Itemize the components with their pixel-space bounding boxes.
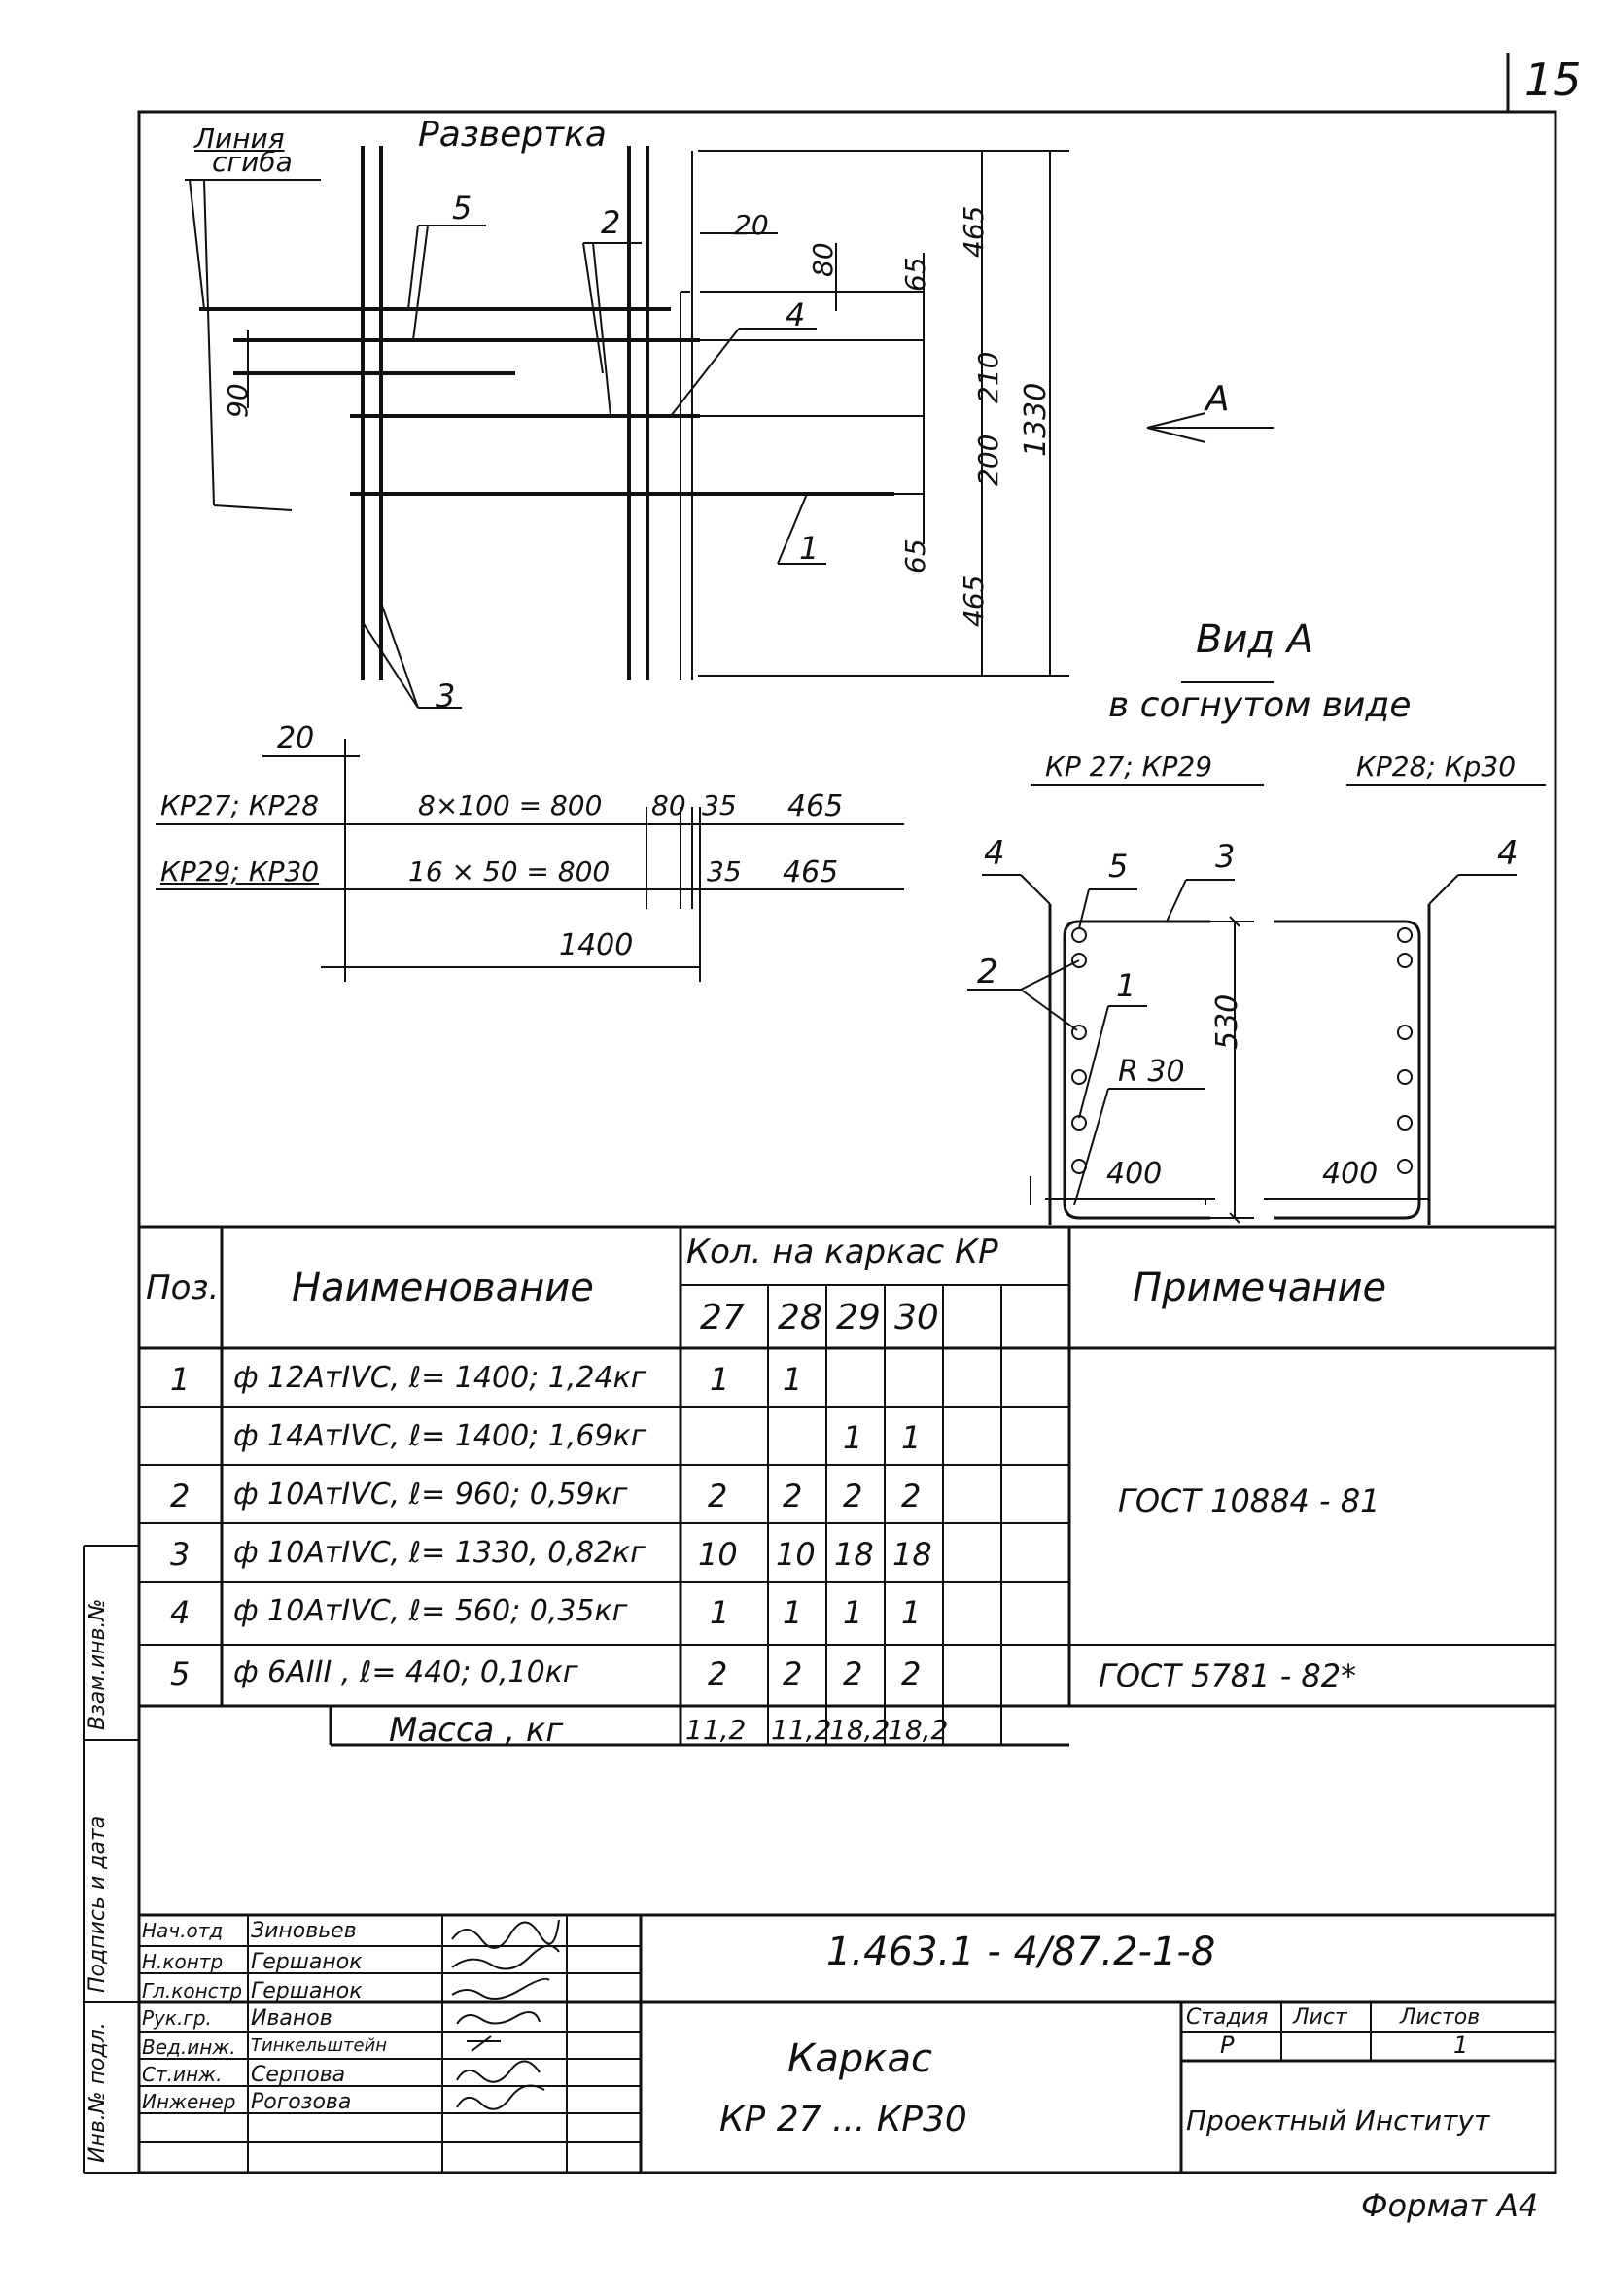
view-dim-530: 530 [1210,993,1244,1050]
row-pos: 3 [170,1536,191,1573]
pos-callout-2: 2 [601,204,621,241]
dim-80: 80 [807,242,839,277]
row-pos: 1 [170,1361,191,1398]
table-header-pos: Поз. [146,1269,220,1307]
name-5: Тинкельштейн [251,2035,388,2056]
dim-1330: 1330 [1019,382,1053,457]
row-q27: 2 [708,1478,728,1514]
name-4: Иванов [251,2006,332,2031]
row-pos: 2 [170,1478,191,1514]
dim-210: 210 [972,351,1004,403]
row-q27: 10 [698,1536,738,1573]
drawing-code: 1.463.1 - 4/87.2-1-8 [826,1930,1216,1974]
row-name: ф 12АтIVС, ℓ= 1400; 1,24кг [233,1361,646,1395]
row-q29: 18 [834,1536,874,1573]
row-kr27-pitch: 8×100 = 800 [418,789,603,821]
row-q29: 1 [843,1419,863,1456]
row-pos: 4 [170,1594,191,1631]
row-q30: 2 [901,1478,922,1514]
mass-28: 11,2 [771,1714,832,1746]
row-kr27-label: КР27; КР28 [160,789,320,821]
name-1: Зиновьев [251,1919,357,1943]
table-header-qty: Кол. на каркас КР [686,1233,998,1271]
row-kr27-465: 465 [787,789,844,823]
pos-callout-5: 5 [452,190,472,226]
organization: Проектный Институт [1186,2105,1490,2137]
side-stamp-replace: Взам.инв.№ [86,1598,110,1730]
row-name: ф 14АтIVС, ℓ= 1400; 1,69кг [233,1419,646,1453]
row-q27: 2 [708,1655,728,1692]
name-7: Рогозова [251,2090,352,2114]
row-q30: 1 [901,1594,922,1631]
view-dim-400-right: 400 [1322,1157,1379,1191]
qty-col-30: 30 [894,1298,939,1338]
note-gost-10884: ГОСТ 10884 - 81 [1118,1482,1380,1519]
development-title: Развертка [418,115,607,155]
dim-20-left: 20 [277,721,315,755]
dim-20-top: 20 [734,209,769,241]
role-5: Вед.инж. [142,2035,236,2059]
sheet-header: Лист [1293,2005,1347,2030]
row-kr29-label: КР29; КР30 [160,855,320,887]
row-name: ф 6АIII , ℓ= 440; 0,10кг [233,1655,578,1689]
row-q29: 1 [843,1594,863,1631]
row-q28: 2 [783,1655,803,1692]
row-name: ф 10АтIVС, ℓ= 560; 0,35кг [233,1594,628,1628]
dim-90: 90 [222,383,254,418]
view-title: Вид А [1196,617,1314,662]
row-name: ф 10АтIVС, ℓ= 1330, 0,82кг [233,1536,646,1570]
row-q27: 1 [710,1594,730,1631]
sheet-number: 15 [1524,53,1582,106]
row-name: ф 10АтIVС, ℓ= 960; 0,59кг [233,1478,628,1512]
role-3: Гл.констр [142,1979,243,2002]
mass-30: 18,2 [888,1714,949,1746]
row-q28: 1 [783,1594,803,1631]
sheets-header: Листов [1400,2005,1481,2030]
view-left-label: КР 27; КР29 [1045,750,1213,783]
view-callout-3: 3 [1215,838,1236,875]
table-header-note: Примечание [1133,1266,1387,1310]
row-kr27-35: 35 [702,789,737,821]
stage-value: Р [1220,2032,1235,2059]
dim-65-bottom: 65 [899,539,931,574]
signatures [452,1920,559,2109]
row-q30: 2 [901,1655,922,1692]
row-kr29-35: 35 [707,855,742,887]
row-kr29-465: 465 [783,855,839,889]
pos-callout-3: 3 [436,678,456,714]
mass-29: 18,2 [829,1714,891,1746]
row-q30: 18 [892,1536,932,1573]
name-6: Серпова [251,2063,346,2087]
view-arrow-label: A [1205,379,1230,419]
row-q28: 2 [783,1478,803,1514]
name-2: Гершанок [251,1950,363,1974]
qty-col-27: 27 [700,1298,745,1338]
side-stamp-inv: Инв.№ подл. [86,2022,110,2163]
view-subtitle: в согнутом виде [1108,685,1412,725]
name-3: Гершанок [251,1979,363,2003]
paper-format: Формат А4 [1361,2187,1539,2224]
note-gost-5781: ГОСТ 5781 - 82* [1099,1657,1357,1694]
dim-65-top: 65 [899,257,931,292]
bend-line-label-2: сгиба [212,146,293,178]
pos-callout-1: 1 [799,530,820,567]
view-right-label: КР28; Кр30 [1356,750,1517,783]
row-q28: 1 [783,1361,803,1398]
view-dim-400-left: 400 [1106,1157,1163,1191]
dim-465-bottom: 465 [958,574,990,627]
dim-200: 200 [972,434,1004,486]
dim-1400: 1400 [559,928,634,962]
role-4: Рук.гр. [142,2006,212,2030]
stage-header: Стадия [1186,2005,1269,2030]
qty-col-29: 29 [836,1298,881,1338]
view-callout-1: 1 [1116,967,1136,1004]
mass-27: 11,2 [685,1714,747,1746]
row-kr27-80: 80 [651,789,686,821]
row-q29: 2 [843,1478,863,1514]
mass-label: Масса , кг [389,1711,564,1750]
bend-line-label-1: Линия [194,122,285,155]
role-2: Н.контр [142,1950,224,1973]
dim-465-top: 465 [958,205,990,258]
sheets-value: 1 [1453,2032,1469,2059]
row-kr29-pitch: 16 × 50 = 800 [408,855,611,887]
pos-callout-4: 4 [786,296,806,333]
view-callout-2: 2 [977,953,998,991]
row-q30: 1 [901,1419,922,1456]
role-7: Инженер [142,2090,236,2113]
view-callout-5: 5 [1108,848,1129,885]
row-q29: 2 [843,1655,863,1692]
side-stamp-sign: Подпись и дата [86,1815,110,1993]
row-q28: 10 [776,1536,816,1573]
qty-col-28: 28 [778,1298,822,1338]
role-1: Нач.отд [142,1919,224,1942]
table-header-name: Наименование [292,1266,594,1310]
row-q27: 1 [710,1361,730,1398]
object-range: КР 27 ... КР30 [719,2100,967,2139]
row-pos: 5 [170,1655,191,1692]
view-callout-4-right: 4 [1497,834,1519,873]
view-dim-radius: R 30 [1118,1055,1185,1089]
object-name: Каркас [787,2036,932,2081]
role-6: Ст.инж. [142,2063,223,2086]
view-callout-4-left: 4 [984,834,1005,873]
